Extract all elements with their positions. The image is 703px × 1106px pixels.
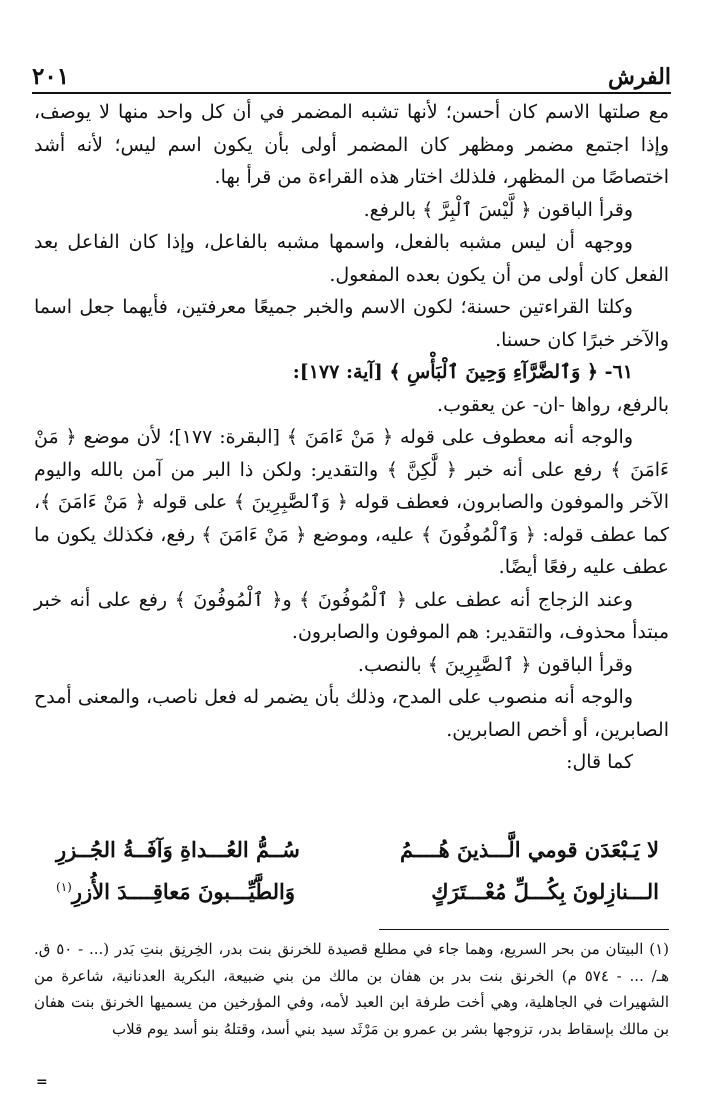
footnote-text: (١) البيتان من بحر السريع، وهما جاء في مطلع قصيدة للخرنق بنت بدر، الخِرنِق بنتِ بَدر (... - ٥٠ ق. هـ/ ... - ٥٧٤ م) الخرنق بنت بدر بن هفان بن مالك من بني ضبيعة، البكرية العدنانية، شاعرة من الشهيرات في الجاهلية، وهي أخت طرفة ابن العبد لأمه، وفي المؤرخين من يسميها الخرنق بنت هفان بن مالك بإسقاط بدر، تزوجها بشر بن عمرو بن مَرْثَد سيد بني أسد، وقتلهُ بنو أسد يوم قلاب (34, 940, 669, 1038)
paragraph: وكلتا القراءتين حسنة؛ لكون الاسم والخبر جميعًا معرفتين، فأيهما جعل اسما والآخر خبرًا كان حسنا. (34, 296, 669, 351)
paragraph: وقرأ الباقون ﴿ ٱلصَّٰبِرِينَ ﴾ بالنصب. (357, 653, 633, 676)
section-heading: ٦١- ﴿ وَٱلضَّرَّآءِ وَحِينَ ٱلْبَأْسِ ﴾ [آية: ١٧٧]: (292, 361, 633, 383)
paragraph: بالرفع، رواها -ان- عن يعقوب. (437, 393, 669, 416)
verse-second-hemistich (56, 879, 295, 904)
page-title: الفرش (608, 64, 671, 90)
verse-first-hemistich: الـــنازِلونَ بِكُـــلِّ مُعْـــتَرَكٍ (431, 878, 659, 904)
paragraph: كما قال: (566, 751, 633, 773)
footnote-marker: (١) (56, 879, 72, 894)
header-divider (32, 92, 671, 94)
main-text (34, 96, 669, 779)
paragraph: والوجه أنه معطوف على قوله ﴿ مَنْ ءَامَنَ ﴾ [البقرة: ١٧٧]؛ لأن موضع ﴿ مَنْ ءَامَنَ ﴾ رفع على أنه خبر ﴿ لَّٰكِنَّ ﴾ والتقدير: ولكن ذا البر من آمن بالله واليوم الآخر والموفون والصابرون، فعطف قوله ﴿ وَٱلصَّٰبِرِينَ ﴾ على قوله ﴿ مَنْ ءَامَنَ ﴾، كما عطف قوله: ﴿ وَٱلْمُوفُونَ ﴾ عليه، وموضع ﴿ مَنْ ءَامَنَ ﴾ رفع، فكذلك يكون ما عطف عليه رفعًا أيضًا. (34, 426, 669, 578)
paragraph: مع صلتها الاسم كان أحسن؛ لأنها تشبه المضمر في أن كل واحد منها لا يوصف، وإذا اجتمع مضمر ومظهر كان المضمر أولى بأن يكون اسم ليس؛ لأنه أشد اختصاصًا من المظهر، فلذلك اختار هذه القراءة من قرأ بها. (34, 101, 669, 188)
paragraph: وعند الزجاج أنه عطف على ﴿ ٱلْمُوفُونَ ﴾ و﴿ ٱلْمُوفُونَ ﴾ رفع على أنه خبر مبتدأ محذوف، والتقدير: هم الموفون والصابرون. (34, 588, 669, 643)
poem (56, 828, 659, 912)
paragraph: ووجهه أن ليس مشبه بالفعل، واسمها مشبه بالفاعل، وإذا كان الفاعل بعد الفعل كان أولى من أن يكون بعده المفعول. (34, 231, 669, 286)
verse-first-hemistich: لا يَـبْعَدَن قومي الَّـــذينَ هُــــمُ (400, 836, 659, 862)
paragraph: وقرأ الباقون ﴿ لَّيْسَ ٱلْبِرَّ ﴾ بالرفع. (363, 198, 633, 221)
footnote (34, 936, 669, 1042)
poem-verse (56, 828, 659, 870)
verse-text: وَالطَّيِّـــبونَ مَعاقِــــدَ الأُزرِ (71, 878, 295, 904)
verse-second-hemistich: سُــمُّ العُـــداةِ وَآفَــةُ الجُــزرِ (56, 836, 300, 862)
paragraph: والوجه أنه منصوب على المدح، وذلك بأن يضمر له فعل ناصب، والمعنى أمدح الصابرين، أو أخص الصابرين. (34, 686, 669, 741)
page-header (32, 58, 671, 90)
footnote-divider (379, 929, 669, 930)
poem-verse (56, 870, 659, 912)
continuation-mark: = (36, 1074, 48, 1090)
page-number: ٢٠١ (32, 63, 70, 90)
